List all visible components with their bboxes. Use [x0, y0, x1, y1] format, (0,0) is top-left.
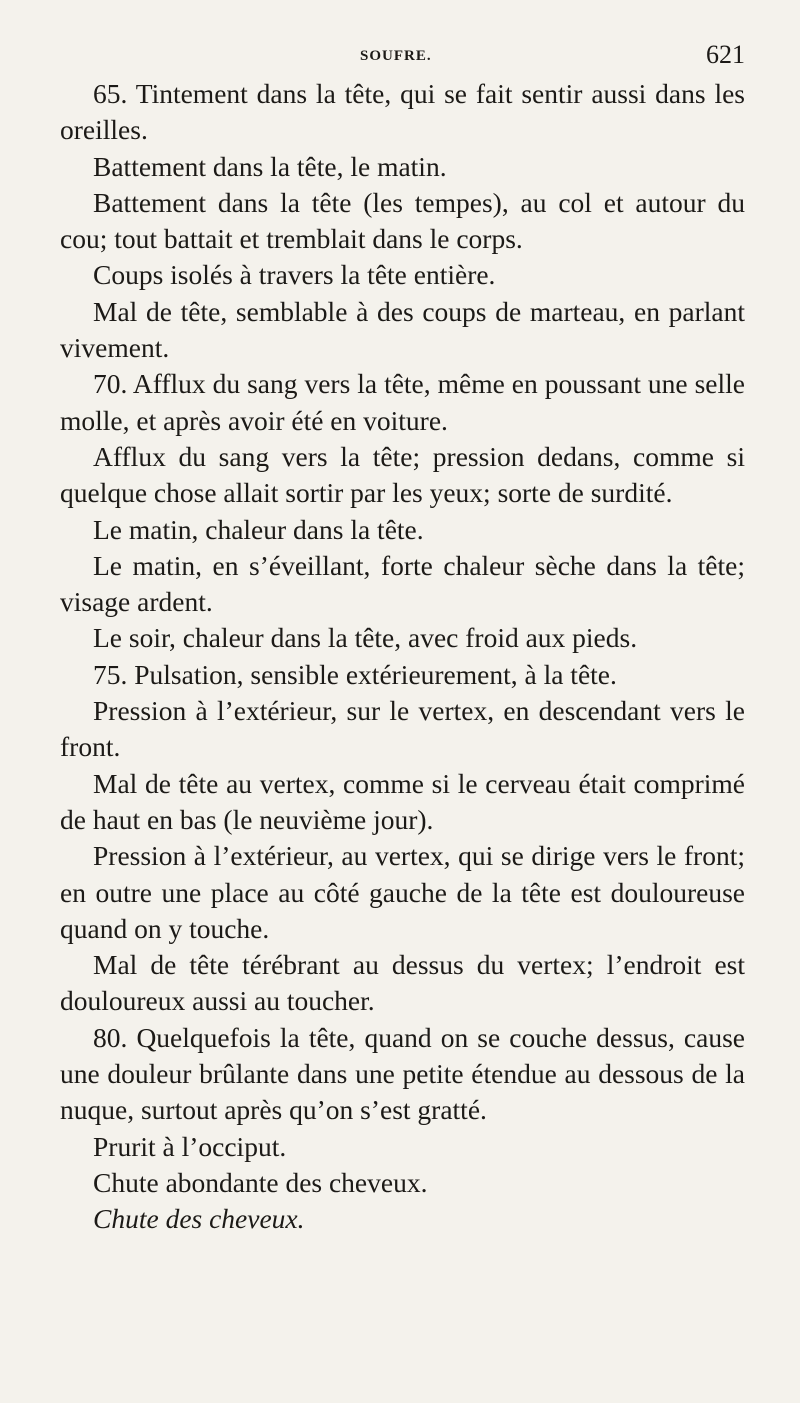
symptom-entry-italic: Chute des cheveux.	[93, 1203, 305, 1235]
symptom-entry: Afflux du sang vers la tête; pression dedans, comme si quelque chose allait sortir par les yeux; sorte de surdité.	[60, 440, 745, 509]
symptom-entry: Prurit à l’occiput.	[93, 1130, 287, 1162]
symptom-entry: Chute abondante des cheveux.	[93, 1166, 428, 1198]
symptom-entry: 80. Quelquefois la tête, quand on se couche dessus, cause une douleur brûlante dans une petite étendue au dessous de la nuque, surtout après qu’on s’est gratté.	[60, 1021, 745, 1126]
symptom-entry: Le soir, chaleur dans la tête, avec froid aux pieds.	[93, 622, 638, 654]
symptom-entry: Mal de tête au vertex, comme si le cerveau était comprimé de haut en bas (le neuvième jour).	[60, 767, 745, 835]
symptom-entry: Mal de tête térébrant au dessus du vertex; l’endroit est douloureux aussi au toucher.	[60, 949, 745, 1017]
symptom-entry: Battement dans la tête (les tempes), au col et autour du cou; tout battait et tremblait dans le corps.	[60, 186, 745, 255]
symptom-entry: Le matin, chaleur dans la tête.	[93, 513, 424, 545]
symptom-entry: 65. Tintement dans la tête, qui se fait sentir aussi dans les oreilles.	[60, 78, 745, 146]
symptom-entry: Pression à l’extérieur, au vertex, qui se dirige vers le front; en outre une place au côté gauche de la tête est douloureuse quand on y touche.	[60, 840, 745, 944]
symptom-entry: 75. Pulsation, sensible extérieurement, à la tête.	[93, 658, 617, 690]
symptom-entry: Coups isolés à travers la tête entière.	[93, 259, 496, 291]
symptom-list	[60, 76, 745, 1238]
symptom-entry: Battement dans la tête, le matin.	[93, 150, 447, 182]
symptom-entry: Le matin, en s’éveillant, forte chaleur sèche dans la tête; visage ardent.	[60, 549, 745, 618]
symptom-entry: Mal de tête, semblable à des coups de marteau, en parlant vivement.	[60, 295, 745, 364]
running-title: SOUFRE.	[360, 48, 432, 64]
symptom-entry: Pression à l’extérieur, sur le vertex, en descendant vers le front.	[60, 695, 745, 763]
page-number: 621	[706, 40, 745, 69]
page-header	[60, 40, 745, 78]
symptom-entry: 70. Afflux du sang vers la tête, même en poussant une selle molle, et après avoir été en voiture.	[60, 368, 745, 436]
